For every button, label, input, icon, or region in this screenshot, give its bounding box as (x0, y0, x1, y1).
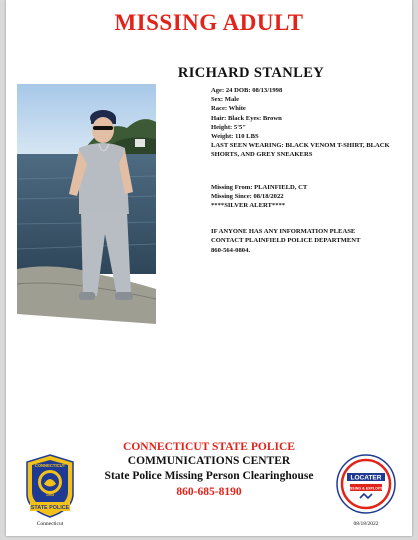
state-police-badge-icon (24, 454, 76, 518)
agency-name: CONNECTICUT STATE POLICE (123, 441, 295, 453)
missing-person-photo (17, 84, 156, 324)
badge-top-text: CONNECTICUT (34, 463, 66, 468)
communications-center: COMMUNICATIONS CENTER (127, 455, 291, 467)
age-dob: Age: 24 DOB: 08/13/1998 (211, 87, 283, 94)
left-seal-caption: Connecticut (36, 521, 64, 527)
locater-sub-text: MISSING & EXPLOITED (345, 486, 387, 491)
contact-phone: 860-564-0804. (211, 246, 251, 254)
hair-eyes: Hair: Black Eyes: Brown (211, 114, 282, 122)
height: Height: 5'5" (211, 123, 246, 131)
locater-logo-icon (336, 454, 396, 514)
missing-person-name: RICHARD STANLEY (177, 65, 325, 81)
race: Race: White (211, 105, 246, 113)
weight: Weight: 110 LBS (211, 133, 259, 141)
poster-title: MISSING ADULT (114, 10, 304, 35)
missing-since: Missing Since: 08/18/2022 (211, 192, 284, 200)
contact-line-1: IF ANYONE HAS ANY INFORMATION PLEASE (211, 228, 356, 236)
locater-text: LOCATER (350, 474, 382, 482)
flyer-date: 08/18/2022 (353, 521, 379, 527)
sex: Sex: Male (211, 96, 240, 104)
contact-line-2: CONTACT PLAINFIELD POLICE DEPARTMENT (211, 237, 361, 245)
person-details (211, 86, 406, 255)
flyer-page (6, 0, 412, 536)
clearinghouse-phone: 860-685-8190 (176, 486, 242, 498)
badge-year-text: 1903 (46, 493, 54, 497)
last-seen-wearing: LAST SEEN WEARING: BLACK VENOM T-SHIRT, BLACK SHORTS, AND GREY SNEAKERS (211, 142, 390, 159)
silver-alert: ****SILVER ALERT**** (211, 202, 286, 210)
missing-from: Missing From: PLAINFIELD, CT (211, 183, 308, 191)
badge-bottom-text: STATE POLICE (30, 505, 70, 511)
clearinghouse-label: State Police Missing Person Clearinghouse (104, 470, 314, 482)
